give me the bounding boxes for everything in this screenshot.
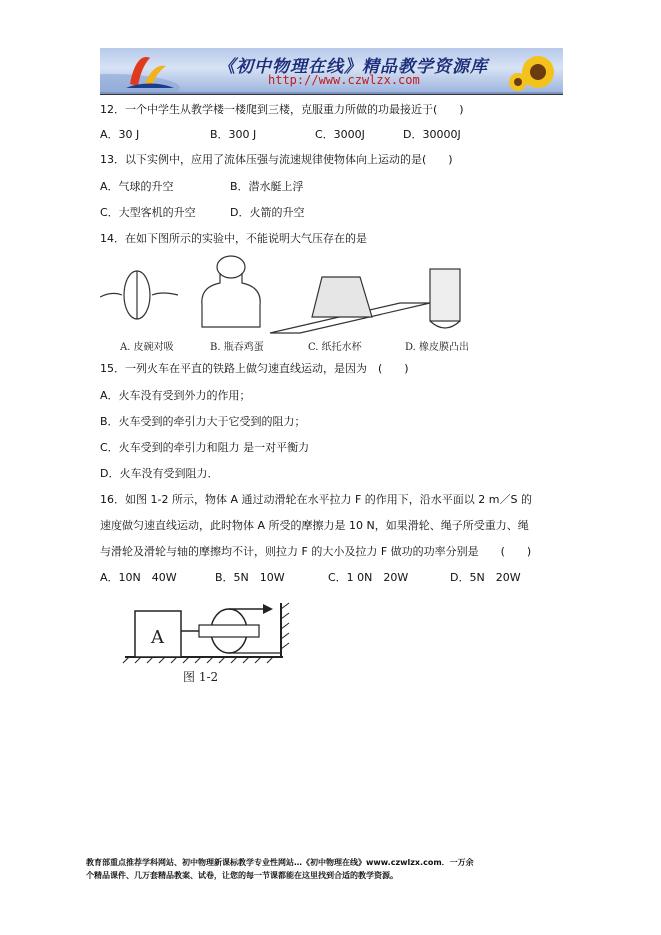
q16-line-2: 速度做匀速直线运动，此时物体 A 所受的摩擦力是 10 N，如果滑轮、绳子所受重力、绳 [100, 519, 529, 532]
wall-hatching [281, 603, 289, 649]
q13-stem: 13．以下实例中，应用了流体压强与流速规律使物体向上运动的是( ) [100, 153, 453, 166]
figure-caption: 图 1-2 [183, 670, 219, 684]
q12-option-a: A．30 J [100, 128, 140, 141]
q16-option-a: A．10N 40W [100, 571, 177, 584]
caption-b: B. 瓶吞鸡蛋 [210, 342, 264, 353]
q16-figure [105, 595, 305, 690]
q14-stem: 14．在如下图所示的实验中，不能说明大气压存在的是 [100, 232, 367, 245]
q16-option-b: B．5N 10W [215, 571, 285, 584]
q12-option-d: D．30000J [403, 128, 461, 141]
q13-option-c: C．大型客机的升空 [100, 206, 196, 219]
figure-c-paper-cup [270, 277, 430, 333]
header-banner [100, 48, 563, 94]
footer-line-2: 个精品课件、几万套精品教案、试卷，让您的每一节课都能在这里找到合适的教学资源。 [86, 871, 398, 880]
q16-option-d: D．5N 20W [450, 571, 521, 584]
block-a-label: A [151, 627, 164, 648]
q12-stem: 12．一个中学生从教学楼一楼爬到三楼，克服重力所做的功最接近于( ) [100, 103, 464, 116]
q16-line-3: 与滑轮及滑轮与轴的摩擦均不计，则拉力 F 的大小及拉力 F 做功的功率分别是 ( ) [100, 545, 532, 558]
banner-title: 《初中物理在线》精品教学资源库 [218, 57, 488, 77]
force-arrow-icon [263, 604, 273, 614]
q16-line-1: 16．如图 1-2 所示，物体 A 通过动滑轮在水平拉力 F 的作用下，沿水平面以 2 m／S 的 [100, 493, 532, 506]
q15-option-c: C．火车受到的牵引力和阻力 是一对平衡力 [100, 441, 310, 454]
caption-c: C. 纸托水杯 [308, 342, 362, 353]
sunflower-icon [509, 56, 554, 91]
figure-d-membrane-tube [430, 269, 460, 328]
q15-option-d: D．火车没有受到阻力． [100, 467, 219, 480]
pulley-axle [199, 625, 259, 637]
q15-option-b: B．火车受到的牵引力大于它受到的阻力； [100, 415, 306, 428]
caption-d: D. 橡皮膜凸出 [405, 342, 470, 353]
q15-option-a: A．火车没有受到外力的作用； [100, 389, 251, 402]
q16-option-c: C．1 0N 20W [328, 571, 409, 584]
header-divider [100, 94, 563, 95]
q13-option-a: A．气球的升空 [100, 180, 174, 193]
q13-option-b: B．潜水艇上浮 [230, 180, 304, 193]
footer-line-1: 教育部重点推荐学科网站、初中物理新课标教学专业性网站…《初中物理在线》www.czwlzx.com．一万余 [86, 858, 474, 867]
q12-option-b: B．300 J [210, 128, 257, 141]
banner-url[interactable]: http://www.czwlzx.com [268, 73, 420, 87]
figure-b-bottle-egg [202, 256, 260, 327]
q14-figure [100, 255, 500, 355]
caption-a: A. 皮碗对吸 [120, 342, 174, 353]
q13-option-d: D．火箭的升空 [230, 206, 305, 219]
q15-stem: 15．一列火车在平直的铁路上做匀速直线运动，是因为 ( ) [100, 362, 409, 375]
figure-a-bowls [100, 271, 178, 319]
q12-option-c: C．3000J [315, 128, 365, 141]
